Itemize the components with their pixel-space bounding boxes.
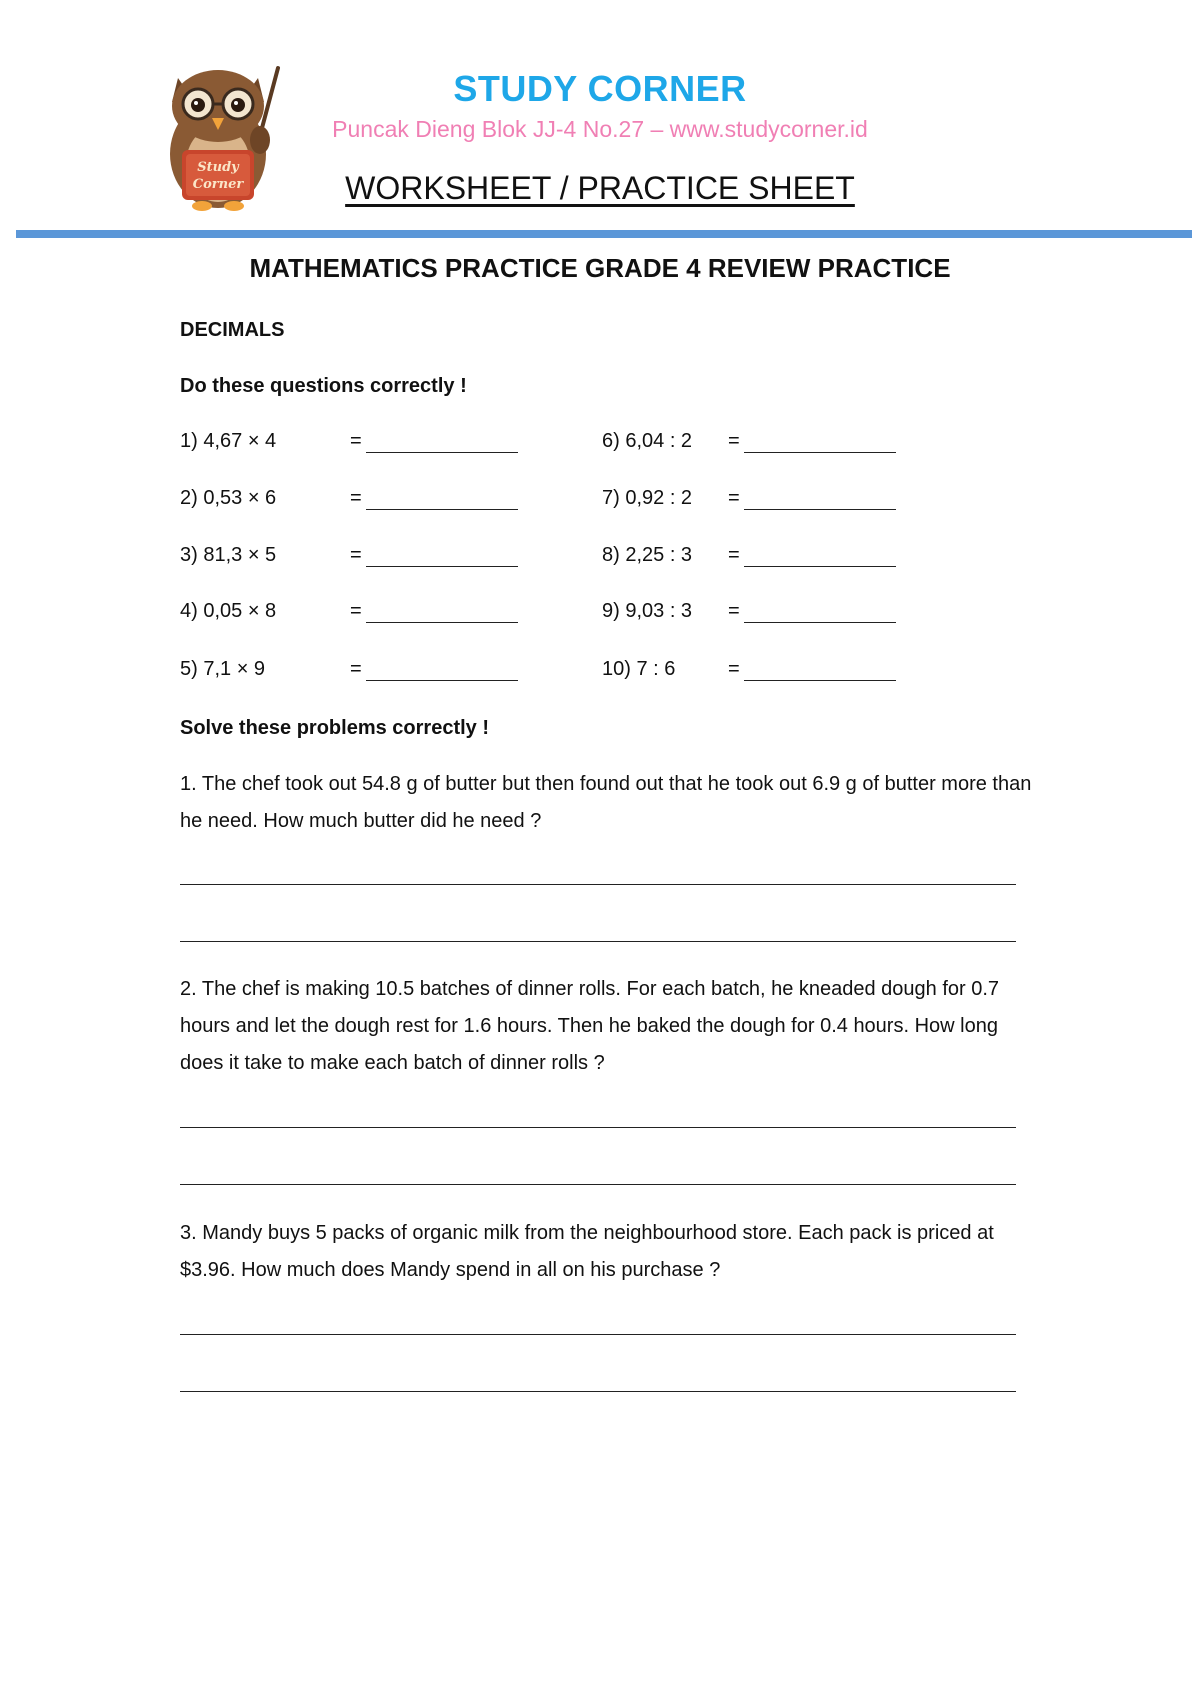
equals-sign: = [350, 430, 362, 452]
brand-name: STUDY CORNER [453, 68, 747, 109]
answer-field[interactable] [350, 544, 518, 567]
question-row [0, 487, 1200, 515]
sheet-type-heading: WORKSHEET / PRACTICE SHEET [345, 170, 855, 206]
question-right: 8) 2,25 : 3 [602, 544, 693, 566]
answer-field[interactable] [350, 600, 518, 623]
question-row [0, 544, 1200, 572]
question-left: 4) 0,05 × 8 [180, 600, 277, 622]
question-right: 7) 0,92 : 2 [602, 487, 693, 509]
question-right: 6) 6,04 : 2 [602, 430, 693, 452]
answer-line[interactable] [180, 1334, 1016, 1335]
equals-sign: = [350, 544, 362, 566]
word-problem-3: 3. Mandy buys 5 packs of organic milk from the neighbourhood store. Each pack is priced at $3.96. How much does Mandy spend in all on his purchase ? [180, 1222, 994, 1281]
question-row [0, 658, 1200, 686]
answer-field[interactable] [728, 544, 896, 567]
answer-field[interactable] [350, 487, 518, 510]
equals-sign: = [728, 600, 740, 622]
answer-line[interactable] [180, 1391, 1016, 1392]
equals-sign: = [350, 658, 362, 680]
worksheet-title: MATHEMATICS PRACTICE GRADE 4 REVIEW PRACTICE [249, 253, 951, 283]
answer-field[interactable] [728, 487, 896, 510]
answer-line[interactable] [180, 884, 1016, 885]
word-problem-2: 2. The chef is making 10.5 batches of dinner rolls. For each batch, he kneaded dough for 0.7 hours and let the dough rest for 1.6 hours. Then he baked the dough for 0.4 hours. How long does it take to make each batch of dinner rolls ? [180, 978, 1000, 1074]
equals-sign: = [350, 600, 362, 622]
instructions-computation: Do these questions correctly ! [180, 375, 467, 397]
question-left: 1) 4,67 × 4 [180, 430, 277, 452]
topic-heading: DECIMALS [180, 319, 285, 341]
question-left: 2) 0,53 × 6 [180, 487, 277, 509]
question-row [0, 430, 1200, 458]
svg-text:Corner: Corner [192, 177, 244, 192]
equals-sign: = [728, 430, 740, 452]
answer-line[interactable] [180, 941, 1016, 942]
equals-sign: = [350, 487, 362, 509]
question-left: 5) 7,1 × 9 [180, 658, 266, 680]
equals-sign: = [728, 544, 740, 566]
answer-line[interactable] [180, 1127, 1016, 1128]
answer-field[interactable] [728, 430, 896, 453]
question-row [0, 600, 1200, 628]
equals-sign: = [728, 658, 740, 680]
answer-field[interactable] [728, 600, 896, 623]
word-problem-1: 1. The chef took out 54.8 g of butter but then found out that he took out 6.9 g of butter more than he need. How much butter did he need ? [180, 773, 1032, 832]
answer-field[interactable] [350, 430, 518, 453]
equals-sign: = [728, 487, 740, 509]
answer-line[interactable] [180, 1184, 1016, 1185]
header-divider [16, 230, 1192, 238]
brand-address: Puncak Dieng Blok JJ-4 No.27 – www.studycorner.id [332, 116, 868, 142]
instructions-word-problems: Solve these problems correctly ! [180, 717, 490, 739]
question-left: 3) 81,3 × 5 [180, 544, 277, 566]
answer-field[interactable] [350, 658, 518, 681]
svg-text:Study: Study [197, 160, 239, 175]
question-right: 9) 9,03 : 3 [602, 600, 693, 622]
answer-field[interactable] [728, 658, 896, 681]
question-right: 10) 7 : 6 [602, 658, 676, 680]
